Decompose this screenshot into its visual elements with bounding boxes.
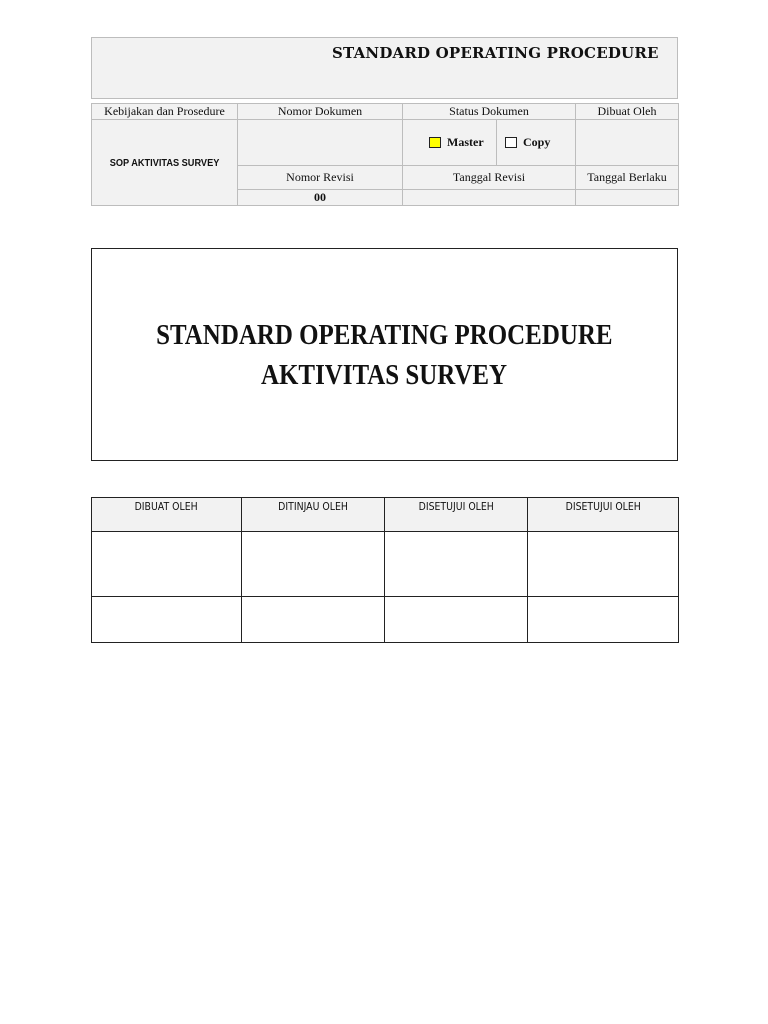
revision-number-header: Nomor Revisi (238, 166, 403, 190)
signature-cell-reviewed[interactable] (242, 532, 385, 597)
sop-name: SOP AKTIVITAS SURVEY (109, 158, 220, 169)
approval-header-created: DIBUAT OLEH (92, 498, 242, 532)
doc-status-cell (403, 120, 576, 166)
policy-header: Kebijakan dan Prosedure (92, 104, 238, 120)
main-title-line1: STANDARD OPERATING PROCEDURE (156, 318, 613, 351)
signature-cell-approved-1[interactable] (385, 532, 528, 597)
main-title-line2: AKTIVITAS SURVEY (261, 358, 508, 391)
name-cell-approved-1[interactable] (385, 597, 528, 643)
approval-table (91, 497, 679, 643)
document-meta-table (91, 103, 679, 206)
revision-number: 00 (314, 190, 326, 204)
copy-checkbox[interactable] (505, 137, 517, 148)
approval-header-reviewed: DITINJAU OLEH (242, 498, 385, 532)
revision-number-value (238, 190, 403, 206)
created-by-header: Dibuat Oleh (576, 104, 679, 120)
master-checkbox[interactable] (429, 137, 441, 148)
name-cell-reviewed[interactable] (242, 597, 385, 643)
approval-header-approved-2: DISETUJUI OLEH (528, 498, 679, 532)
status-master-option[interactable] (403, 120, 497, 165)
effective-date-header: Tanggal Berlaku (576, 166, 679, 190)
doc-status-header: Status Dokumen (403, 104, 576, 120)
doc-number-value (238, 120, 403, 166)
created-by-value (576, 120, 679, 166)
approval-header-approved-1: DISETUJUI OLEH (385, 498, 528, 532)
revision-date-header: Tanggal Revisi (403, 166, 576, 190)
header-title: STANDARD OPERATING PROCEDURE (332, 44, 659, 62)
doc-number-header: Nomor Dokumen (238, 104, 403, 120)
master-label: Master (447, 135, 484, 149)
main-title-box (91, 248, 678, 461)
signature-cell-created[interactable] (92, 532, 242, 597)
status-copy-option[interactable] (497, 120, 550, 165)
sop-name-cell (92, 120, 238, 206)
name-cell-approved-2[interactable] (528, 597, 679, 643)
copy-label: Copy (523, 135, 551, 149)
revision-date-value (403, 190, 576, 206)
effective-date-value (576, 190, 679, 206)
signature-cell-approved-2[interactable] (528, 532, 679, 597)
name-cell-created[interactable] (92, 597, 242, 643)
